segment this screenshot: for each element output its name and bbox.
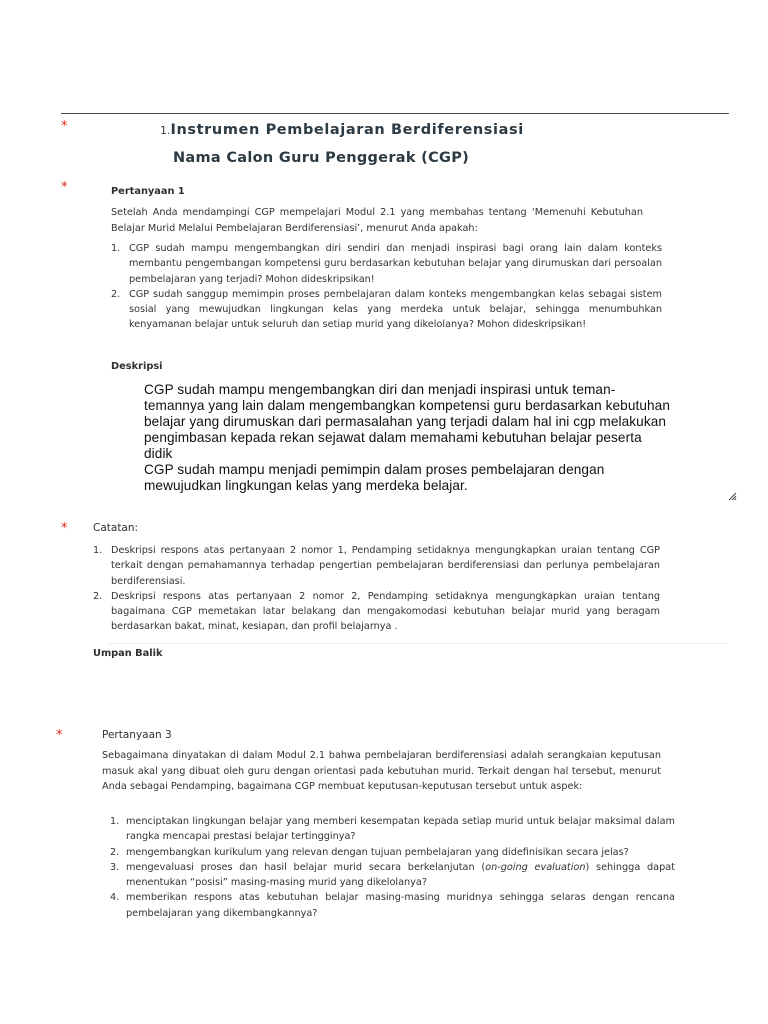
- question-3-list: [110, 814, 675, 921]
- description-label: Deskripsi: [111, 361, 163, 372]
- top-divider: [61, 113, 729, 114]
- list-item: 3. mengevaluasi proses dan hasil belajar murid secara berkelanjutan (on-going evaluation) sehingga dapat menentukan “posisi” masing-masing murid yang dikelolanya?: [110, 861, 676, 889]
- required-asterisk: *: [61, 119, 68, 134]
- notes-list: [93, 543, 660, 635]
- list-item: 1. menciptakan lingkungan belajar yang memberi kesempatan kepada setiap murid untuk belajar maksimal dalam rangka mencapai prestasi belajar tertingginya?: [110, 816, 675, 843]
- list-item: 1. CGP sudah mampu mengembangkan diri sendiri dan menjadi inspirasi bagi orang lain dalam konteks membantu pengembangan kompetensi guru berdasarkan kebutuhan belajar yang dirumuskan dari persoalan pembelajaran yang terjadi? Mohon dideskripsikan!: [111, 243, 662, 285]
- required-asterisk: *: [61, 521, 68, 536]
- notes-label: Catatan:: [93, 522, 139, 534]
- list-item: 2. mengembangkan kurikulum yang relevan dengan tujuan pembelajaran yang didefinisikan secara jelas?: [110, 846, 629, 858]
- title-text: Instrumen Pembelajaran Berdiferensiasi: [170, 122, 524, 138]
- required-asterisk: *: [56, 728, 63, 743]
- list-item: 1. Deskripsi respons atas pertanyaan 2 nomor 1, Pendamping setidaknya mengungkapkan uraian tentang CGP terkait dengan pemahamannya terhadap pengertian pembelajaran berdiferensiasi dan perlunya pembelajaran berdiferensiasi.: [93, 545, 660, 587]
- section-divider: [108, 643, 726, 644]
- resize-handle-icon[interactable]: [728, 492, 737, 501]
- question-3-label: Pertanyaan 3: [102, 729, 172, 741]
- description-textarea[interactable]: [144, 382, 674, 494]
- question-1-list: [111, 241, 662, 333]
- list-item: 2. CGP sudah sanggup memimpin proses pembelajaran dalam konteks mengembangkan kelas sebagai sistem sosial yang mewujudkan lingkungan kelas yang merdeka untuk belajar, sehingga menumbuhkan kenyamanan belajar untuk seluruh dan setiap murid yang dikelolanya? Mohon dideskripsikan!: [111, 288, 662, 331]
- list-item: 2. Deskripsi respons atas pertanyaan 2 nomor 2, Pendamping setidaknya mengungkapkan uraian tentang bagaimana CGP memetakan latar belakang dan mengakomodasi kebutuhan belajar murid yang beragam berdasarkan bakat, minat, kesiapan, dan profil belajarnya .: [93, 590, 660, 633]
- form-subtitle: Nama Calon Guru Penggerak (CGP): [173, 150, 470, 166]
- required-asterisk: *: [61, 180, 68, 195]
- description-answer-1: CGP sudah mampu mengembangkan diri dan menjadi inspirasi untuk teman-temannya yang lain dalam mengembangkan kompetensi guru berdasarkan kebutuhan belajar yang dirumuskan dari permasalahan yang terjadi dalam hal ini cgp melakukan pengimbasan kepada rekan sejawat dalam memahami kebutuhan belajar peserta didik: [144, 382, 671, 461]
- question-1-intro: Setelah Anda mendampingi CGP mempelajari Modul 2.1 yang membahas tentang ‘Memenuhi Kebutuhan Belajar Murid Melalui Pembelajaran Berdiferensiasi’, menurut Anda apakah:: [111, 207, 643, 234]
- description-answer-2: CGP sudah mampu menjadi pemimpin dalam proses pembelajaran dengan mewujudkan lingkungan kelas yang merdeka belajar.: [144, 462, 605, 493]
- question-1-label: Pertanyaan 1: [111, 186, 185, 197]
- question-3-intro: Sebagaimana dinyatakan di dalam Modul 2.1 bahwa pembelajaran berdiferensiasi adalah serangkaian keputusan masuk akal yang dibuat oleh guru dengan orientasi pada kebutuhan murid. Terkait dengan hal tersebut, menurut Anda sebagai Pendamping, bagaimana CGP membuat keputusan-keputusan tersebut untuk aspek:: [102, 750, 661, 792]
- form-title: [160, 122, 524, 138]
- title-number: 1.: [160, 124, 171, 137]
- list-item: 4. memberikan respons atas kebutuhan belajar masing-masing muridnya sehingga selaras dengan rencana pembelajaran yang dikembangkannya?: [110, 892, 675, 919]
- feedback-label: Umpan Balik: [93, 648, 163, 659]
